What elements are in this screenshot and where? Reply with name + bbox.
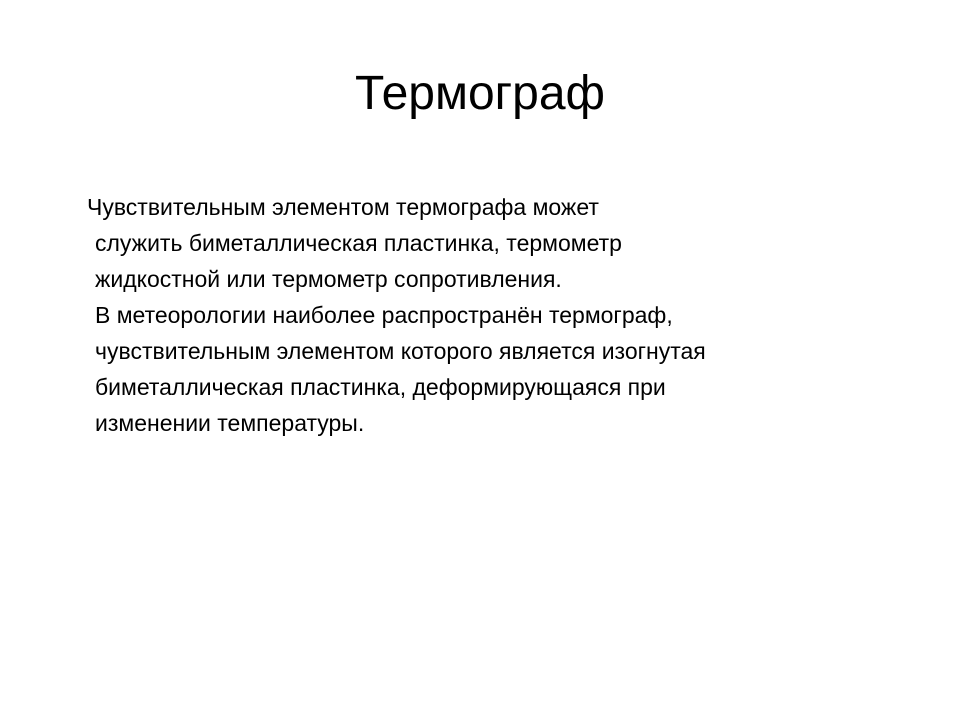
slide-title: Термограф [354, 67, 606, 120]
body-line: чувствительным элементом которого является изогнутая [95, 338, 706, 364]
body-line: В метеорологии наиболее распространён термограф, [95, 302, 673, 328]
body-line: изменении температуры. [95, 410, 365, 436]
body-line: служить биметаллическая пластинка, термометр [95, 230, 622, 256]
body-line: жидкостной или термометр сопротивления. [95, 266, 562, 292]
body-line: биметаллическая пластинка, деформирующаяся при [95, 374, 666, 400]
slide-body-text [87, 189, 907, 441]
body-line: Чувствительным элементом термографа может [87, 194, 599, 220]
